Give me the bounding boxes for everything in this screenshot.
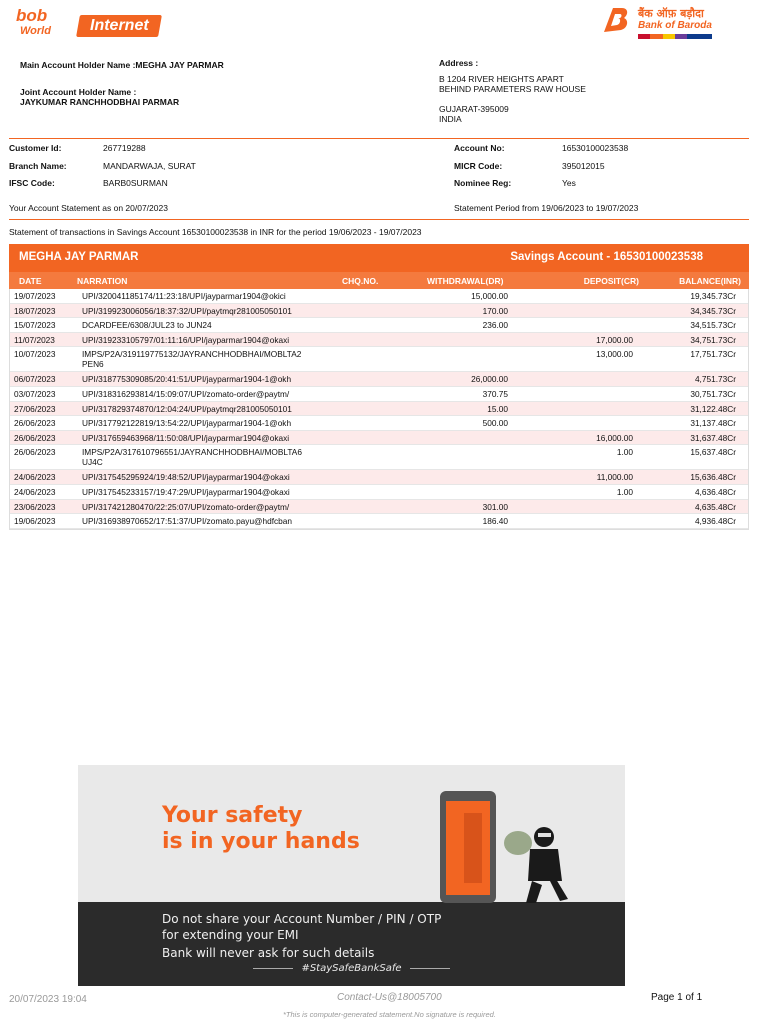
row-balance: 15,636.48Cr bbox=[690, 472, 736, 483]
banner-line-3: Bank will never ask for such details bbox=[162, 946, 375, 960]
row-balance: 17,751.73Cr bbox=[690, 349, 736, 360]
row-narration: UPI/319923006056/18:37:32/UPI/paytmqr281005050101 bbox=[82, 305, 292, 316]
col-date: DATE bbox=[19, 276, 42, 286]
row-narration: UPI/318775309085/20:41:51/UPI/jayparmar1904-1@okh bbox=[82, 374, 292, 385]
row-withdrawal: 186.40 bbox=[482, 516, 508, 527]
row-date: 26/06/2023 bbox=[14, 418, 56, 429]
row-date: 11/07/2023 bbox=[14, 334, 55, 345]
nominee-label: Nominee Reg: bbox=[454, 178, 512, 188]
bank-name-hindi: बैंक ऑफ़ बड़ौदा bbox=[638, 7, 704, 20]
row-date: 23/06/2023 bbox=[14, 501, 56, 512]
statement-period: Statement Period from 19/06/2023 to 19/07/2023 bbox=[454, 203, 639, 213]
row-balance: 4,635.48Cr bbox=[694, 501, 736, 512]
col-withdrawal: WITHDRAWAL(DR) bbox=[427, 276, 504, 286]
row-date: 18/07/2023 bbox=[14, 305, 56, 316]
row-balance: 31,122.48Cr bbox=[690, 403, 736, 414]
row-balance: 34,515.73Cr bbox=[690, 320, 736, 331]
internet-badge bbox=[76, 15, 162, 37]
row-date: 03/07/2023 bbox=[14, 388, 56, 399]
address-line-3: GUJARAT-395009 bbox=[439, 104, 509, 114]
row-date: 10/07/2023 bbox=[14, 349, 56, 360]
bank-name-english: Bank of Baroda bbox=[638, 20, 712, 31]
row-balance: 4,636.48Cr bbox=[694, 486, 736, 497]
row-withdrawal: 301.00 bbox=[482, 501, 508, 512]
row-narration: UPI/318316293814/15:09:07/UPI/zomato-order@paytm/ bbox=[82, 388, 290, 399]
row-withdrawal: 15,000.00 bbox=[471, 291, 508, 301]
bank-of-baroda-logo bbox=[600, 4, 718, 42]
table-holder-name: MEGHA JAY PARMAR bbox=[19, 251, 139, 263]
bob-world: World bbox=[20, 25, 51, 37]
ifsc-label: IFSC Code: bbox=[9, 178, 55, 188]
table-row bbox=[10, 416, 748, 431]
banner-line-1: Do not share your Account Number / PIN / OTP bbox=[162, 912, 442, 926]
row-narration: DCARDFEE/6308/JUL23 to JUN24 bbox=[82, 320, 212, 331]
table-body bbox=[9, 289, 749, 530]
customer-id-label: Customer Id: bbox=[9, 143, 62, 153]
row-date: 15/07/2023 bbox=[14, 320, 56, 331]
table-header-row bbox=[9, 272, 749, 289]
footer-timestamp: 20/07/2023 19:04 bbox=[9, 994, 87, 1005]
table-row bbox=[10, 445, 748, 470]
address-label: Address : bbox=[439, 58, 479, 68]
address-line-2: BEHIND PARAMETERS RAW HOUSE bbox=[439, 84, 586, 94]
joint-holder-name: JAYKUMAR RANCHHODBHAI PARMAR bbox=[20, 97, 180, 107]
row-deposit: 1.00 bbox=[616, 447, 633, 458]
table-row bbox=[10, 500, 748, 515]
banner-hashtag: #StaySafeBankSafe bbox=[78, 963, 625, 974]
row-deposit: 13,000.00 bbox=[596, 349, 633, 360]
row-date: 26/06/2023 bbox=[14, 447, 56, 458]
customer-id-value: 267719288 bbox=[103, 143, 146, 153]
row-withdrawal: 370.75 bbox=[482, 388, 508, 399]
contact-link[interactable]: Contact-Us@18005700 bbox=[337, 992, 442, 1003]
row-narration: UPI/316938970652/17:51:37/UPI/zomato.payu@hdfcban bbox=[82, 516, 293, 527]
table-row bbox=[10, 304, 748, 319]
row-narration: UPI/317421280470/22:25:07/UPI/zomato-order@paytm/ bbox=[82, 501, 290, 512]
color-strip bbox=[638, 34, 712, 39]
account-no-label: Account No: bbox=[454, 143, 505, 153]
page-number: Page 1 of 1 bbox=[651, 992, 703, 1003]
table-row bbox=[10, 485, 748, 500]
row-narration: UPI/317545295924/19:48:52/UPI/jayparmar1904@okaxi bbox=[82, 472, 290, 483]
row-narration: IMPS/P2A/317610796551/JAYRANCHHODBHAI/MOBLTA6 UJ4C bbox=[82, 447, 302, 468]
banner-line-2: for extending your EMI bbox=[162, 928, 299, 942]
table-account-title: Savings Account - 16530100023538 bbox=[510, 251, 703, 263]
table-row bbox=[10, 318, 748, 333]
row-deposit: 16,000.00 bbox=[596, 432, 633, 443]
divider bbox=[9, 138, 749, 139]
row-date: 26/06/2023 bbox=[14, 432, 56, 443]
main-holder-name: MEGHA JAY PARMAR bbox=[135, 60, 224, 70]
table-title-bar bbox=[9, 244, 749, 272]
bob-word: bob bbox=[16, 6, 48, 25]
safety-banner bbox=[78, 765, 625, 986]
row-deposit: 11,000.00 bbox=[596, 472, 633, 483]
row-narration: UPI/317792122819/13:54:22/UPI/jayparmar1904-1@okh bbox=[82, 418, 292, 429]
ifsc-value: BARB0SURMAN bbox=[103, 178, 168, 188]
table-row bbox=[10, 402, 748, 417]
statement-as-on: Your Account Statement as on 20/07/2023 bbox=[9, 203, 168, 213]
thief-illustration-icon bbox=[498, 815, 568, 905]
row-narration: IMPS/P2A/319119775132/JAYRANCHHODBHAI/MOBLTA2 PEN6 bbox=[82, 349, 302, 370]
row-balance: 4,936.48Cr bbox=[694, 516, 736, 527]
row-deposit: 1.00 bbox=[616, 486, 633, 497]
table-row bbox=[10, 514, 748, 529]
banner-title: Your safety is in your hands bbox=[162, 803, 360, 854]
row-balance: 19,345.73Cr bbox=[690, 291, 736, 301]
main-holder bbox=[20, 60, 224, 70]
joint-holder-label: Joint Account Holder Name : bbox=[20, 87, 137, 97]
table-row bbox=[10, 431, 748, 446]
table-row bbox=[10, 470, 748, 485]
table-row bbox=[10, 372, 748, 387]
row-narration: UPI/319233105797/01:11:16/UPI/jayparmar1904@okaxi bbox=[82, 334, 290, 345]
address-line-1: B 1204 RIVER HEIGHTS APART bbox=[439, 74, 564, 84]
row-withdrawal: 236.00 bbox=[482, 320, 508, 331]
address-line-4: INDIA bbox=[439, 114, 462, 124]
table-row bbox=[10, 347, 748, 372]
col-narration: NARRATION bbox=[77, 276, 128, 286]
statement-description: Statement of transactions in Savings Account 16530100023538 in INR for the period 19/06/2023 - 19/07/2023 bbox=[9, 227, 422, 237]
row-balance: 15,637.48Cr bbox=[690, 447, 736, 458]
row-narration: UPI/317829374870/12:04:24/UPI/paytmqr281005050101 bbox=[82, 403, 292, 414]
row-date: 19/07/2023 bbox=[14, 291, 56, 301]
row-withdrawal: 26,000.00 bbox=[471, 374, 508, 385]
table-row bbox=[10, 387, 748, 402]
row-balance: 34,345.73Cr bbox=[690, 305, 736, 316]
row-deposit: 17,000.00 bbox=[596, 334, 633, 345]
col-deposit: DEPOSIT(CR) bbox=[583, 276, 639, 286]
phone-icon bbox=[440, 791, 496, 903]
transactions-table bbox=[9, 244, 749, 530]
row-date: 19/06/2023 bbox=[14, 516, 56, 527]
micr-value: 395012015 bbox=[562, 161, 605, 171]
bank-of-baroda-icon bbox=[600, 6, 630, 34]
table-row bbox=[10, 333, 748, 348]
divider bbox=[9, 219, 749, 220]
row-balance: 31,137.48Cr bbox=[690, 418, 736, 429]
branch-label: Branch Name: bbox=[9, 161, 67, 171]
col-balance: BALANCE(INR) bbox=[679, 276, 741, 286]
main-holder-label: Main Account Holder Name : bbox=[20, 60, 136, 70]
row-balance: 34,751.73Cr bbox=[690, 334, 736, 345]
row-date: 24/06/2023 bbox=[14, 486, 56, 497]
row-date: 27/06/2023 bbox=[14, 403, 56, 414]
row-withdrawal: 15.00 bbox=[487, 403, 508, 414]
account-no-value: 16530100023538 bbox=[562, 143, 629, 153]
row-withdrawal: 170.00 bbox=[482, 305, 508, 316]
table-row bbox=[10, 289, 748, 304]
branch-value: MANDARWAJA, SURAT bbox=[103, 161, 196, 171]
internet-label: Internet bbox=[89, 17, 149, 34]
disclaimer: *This is computer-generated statement.No signature is required. bbox=[283, 1010, 496, 1019]
row-narration: UPI/320041185174/11:23:18/UPI/jayparmar1904@okici bbox=[82, 291, 286, 301]
row-narration: UPI/317659463968/11:50:08/UPI/jayparmar1904@okaxi bbox=[82, 432, 290, 443]
micr-label: MICR Code: bbox=[454, 161, 503, 171]
row-balance: 31,637.48Cr bbox=[690, 432, 736, 443]
nominee-value: Yes bbox=[562, 178, 576, 188]
row-narration: UPI/317545233157/19:47:29/UPI/jayparmar1904@okaxi bbox=[82, 486, 290, 497]
row-withdrawal: 500.00 bbox=[482, 418, 508, 429]
row-balance: 30,751.73Cr bbox=[690, 388, 736, 399]
row-date: 06/07/2023 bbox=[14, 374, 56, 385]
bob-world-internet-logo bbox=[16, 6, 149, 42]
col-chq: CHQ.NO. bbox=[342, 276, 379, 286]
row-balance: 4,751.73Cr bbox=[694, 374, 736, 385]
row-date: 24/06/2023 bbox=[14, 472, 56, 483]
